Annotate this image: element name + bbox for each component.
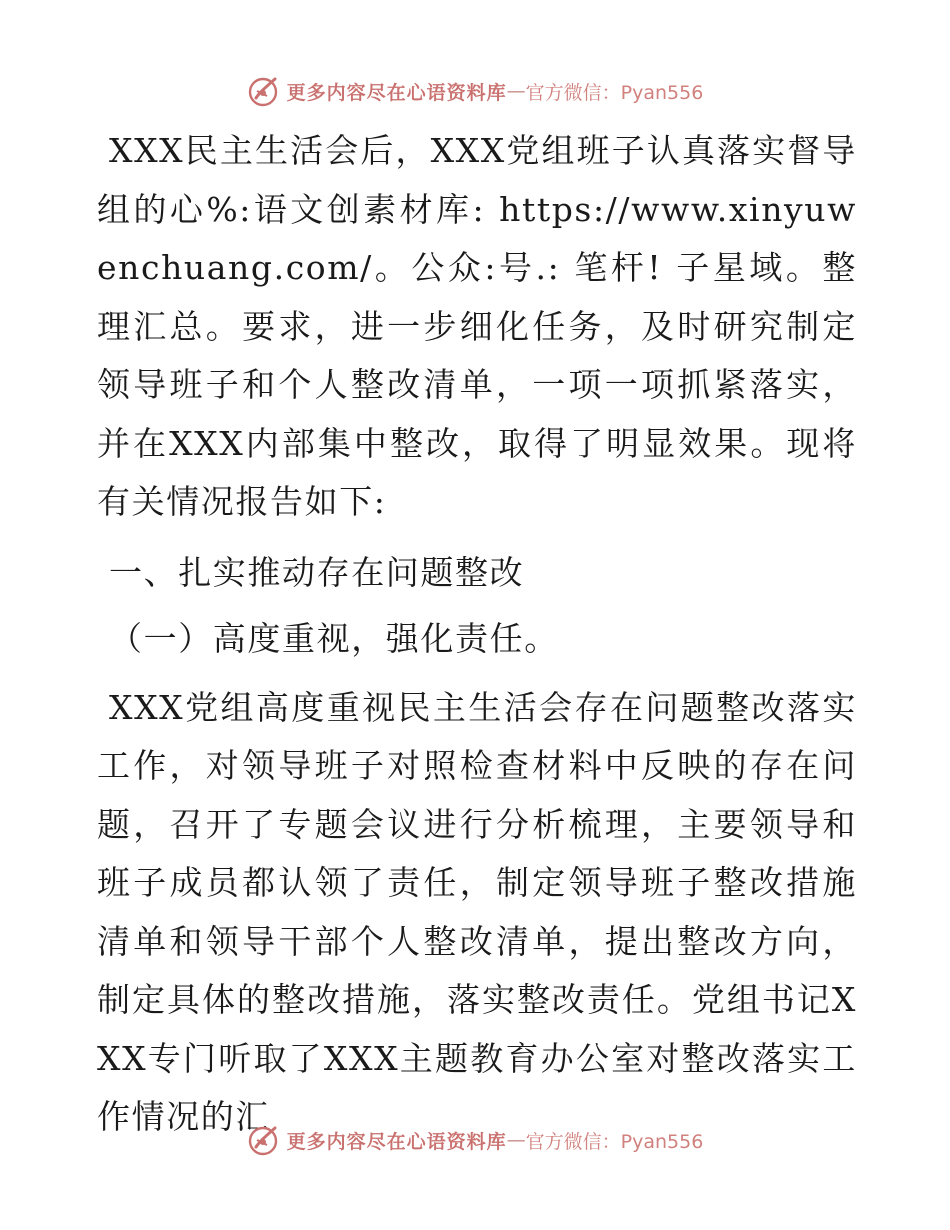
watermark-main-text: 更多内容尽在心语资料库 — [286, 81, 507, 104]
body-paragraph: XXX党组高度重视民主生活会存在问题整改落实工作，对领导班子对照检查材料中反映的存在问题，召开了专题会议进行分析梳理，主要领导和班子成员都认领了责任，制定领导班子整改措施清单和领导干部个人整改清单，提出整改方向，制定具体的整改措施，落实整改责任。党组书记XXX专门听取了XXX主题教育办公室对整改落实工作情况的汇 — [97, 687, 857, 1136]
watermark-separator: — — [506, 1129, 526, 1151]
brush-logo-icon — [247, 1123, 281, 1157]
section-heading: 一、扎实推动存在问题整改 — [109, 552, 525, 592]
watermark-main-text: 更多内容尽在心语资料库 — [286, 1130, 507, 1153]
brush-logo-icon — [247, 74, 281, 108]
header-watermark — [0, 71, 950, 111]
footer-watermark — [0, 1120, 950, 1160]
watermark-separator: — — [506, 80, 526, 102]
subsection-heading: （一）高度重视，强化责任。 — [109, 619, 559, 658]
watermark-account-text: 官方微信：Pyan556 — [525, 81, 704, 104]
document-body — [97, 122, 857, 1147]
intro-paragraph: XXX民主生活会后，XXX党组班子认真落实督导组的心%:语文创素材库: https://www.xinyuwenchuang.com/。公众:号.: 笔杆! 子星域。整理汇总。要求，进一步细化任务，及时研究制定领导班子和个人整改清单，一项一项抓紧落实，并在XXX内部集中整改，取得了明显效果。现将有关情况报告如下: — [97, 131, 857, 521]
watermark-account-text: 官方微信：Pyan556 — [525, 1130, 704, 1153]
